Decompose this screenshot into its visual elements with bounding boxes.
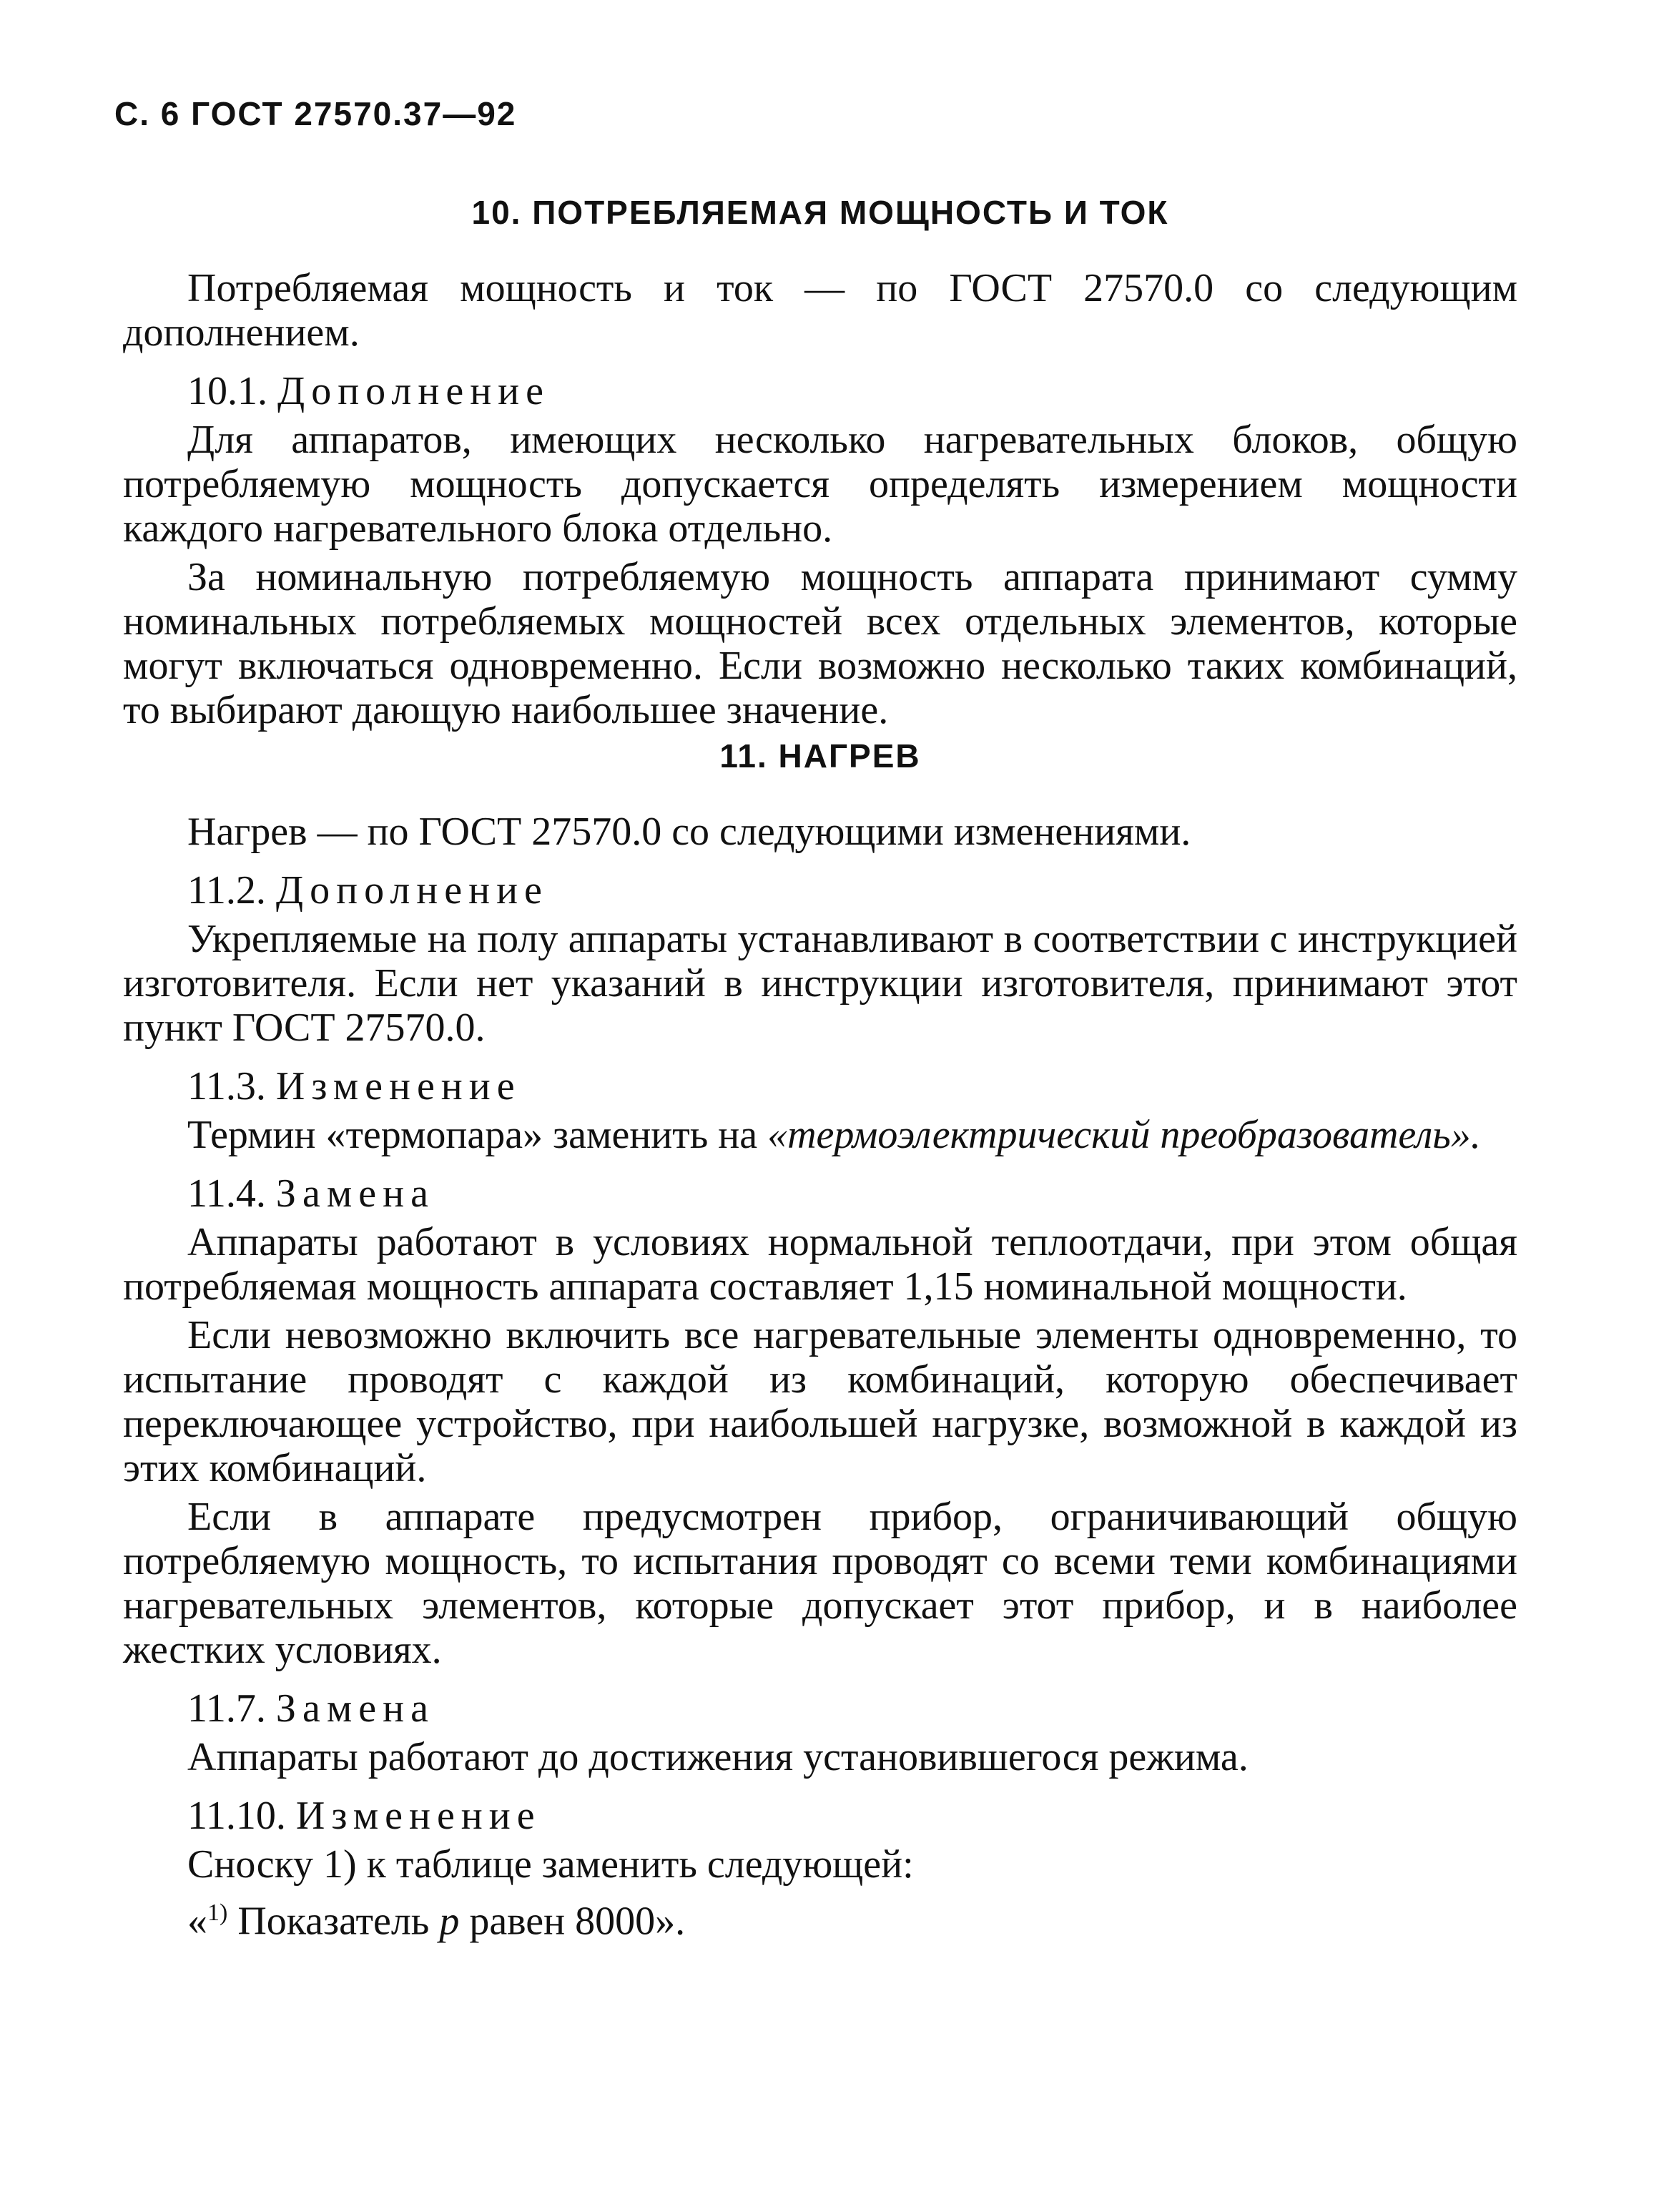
italic-term: «термоэлектрический преобразователь».: [767, 1113, 1481, 1157]
subsection-number: 11.4.: [187, 1171, 266, 1216]
subsection-number: 10.1.: [187, 369, 267, 413]
subsection-11-4-heading: [123, 1171, 1517, 1216]
subsection-11-4-para-2: Если невозможно включить все нагревательные элементы одновременно, то испытание проводят с каждой из комбинаций, которую обеспечивает переключающее устройство, при наибольшей нагрузке, возможной в каждой из этих комбинаций.: [123, 1313, 1517, 1490]
subsection-11-2-text: Укрепляемые на полу аппараты устанавливают в соответствии с инструкцией изготовителя. Если нет указаний в инструкции изготовителя, принимают этот пункт ГОСТ 27570.0.: [123, 917, 1517, 1050]
subsection-11-7-text: Аппараты работают до достижения установившегося режима.: [187, 1735, 1249, 1779]
quote-open: «: [187, 1899, 207, 1944]
section-10-para-1: Для аппаратов, имеющих несколько нагревательных блоков, общую потребляемую мощность допускается определять измерением мощности каждого нагревательного блока отдельно.: [123, 418, 1517, 551]
section-11-title: 11. НАГРЕВ: [719, 737, 921, 775]
subsection-11-10-text-1: Сноску 1) к таблице заменить следующей:: [187, 1842, 914, 1887]
section-10-para-2: За номинальную потребляемую мощность аппарата принимают сумму номинальных потребляемых мощностей всех отдельных элементов, которые могут включаться одновременно. Если возможно несколько таких комбинаций, то выбирают дающую наибольшее значение.: [123, 555, 1517, 732]
subsection-number: 11.10.: [187, 1794, 286, 1838]
subsection-11-7-heading: [123, 1686, 1517, 1731]
subsection-label: Замена: [275, 1686, 435, 1731]
subsection-label: Изменение: [295, 1794, 541, 1838]
subsection-number: 11.7.: [187, 1686, 266, 1731]
section-10-intro: Потребляемая мощность и ток — по ГОСТ 27570.0 со следующим дополнением.: [123, 266, 1517, 355]
subsection-11-3-heading: [123, 1064, 1517, 1109]
document-body: [123, 193, 1517, 1948]
subsection-11-2-heading: [123, 868, 1517, 913]
section-10-title: 10. ПОТРЕБЛЯЕМАЯ МОЩНОСТЬ И ТОК: [471, 194, 1169, 231]
subsection-11-4-para-3: Если в аппарате предусмотрен прибор, ограничивающий общую потребляемую мощность, то испытания проводят со всеми теми комбинациями нагревательных элементов, которые допускает этот прибор, и в наиболее жестких условиях.: [123, 1495, 1517, 1672]
subsection-number: 11.3.: [187, 1064, 266, 1109]
subsection-11-4-para-1: Аппараты работают в условиях нормальной теплоотдачи, при этом общая потребляемая мощность аппарата составляет 1,15 номинальной мощности.: [123, 1220, 1517, 1309]
subsection-11-10-heading: [123, 1794, 1517, 1838]
subsection-label: Дополнение: [275, 868, 548, 913]
subsection-label: Замена: [275, 1171, 435, 1216]
footnote-marker: 1): [207, 1899, 228, 1926]
text-run: Показатель: [227, 1899, 440, 1944]
subsection-11-3-text: [123, 1113, 1517, 1157]
subsection-label: Изменение: [275, 1064, 521, 1109]
variable-p: p: [439, 1899, 460, 1944]
page-header: С. 6 ГОСТ 27570.37—92: [114, 95, 517, 132]
subsection-number: 11.2.: [187, 868, 266, 913]
text-run: равен 8000».: [459, 1899, 686, 1944]
subsection-10-1-heading: [123, 369, 1517, 413]
section-11-intro: Нагрев — по ГОСТ 27570.0 со следующими изменениями.: [187, 810, 1191, 854]
text-run: Термин «термопара» заменить на: [187, 1113, 768, 1157]
subsection-label: Дополнение: [277, 369, 550, 413]
subsection-11-10-text-2: [123, 1891, 1517, 1944]
